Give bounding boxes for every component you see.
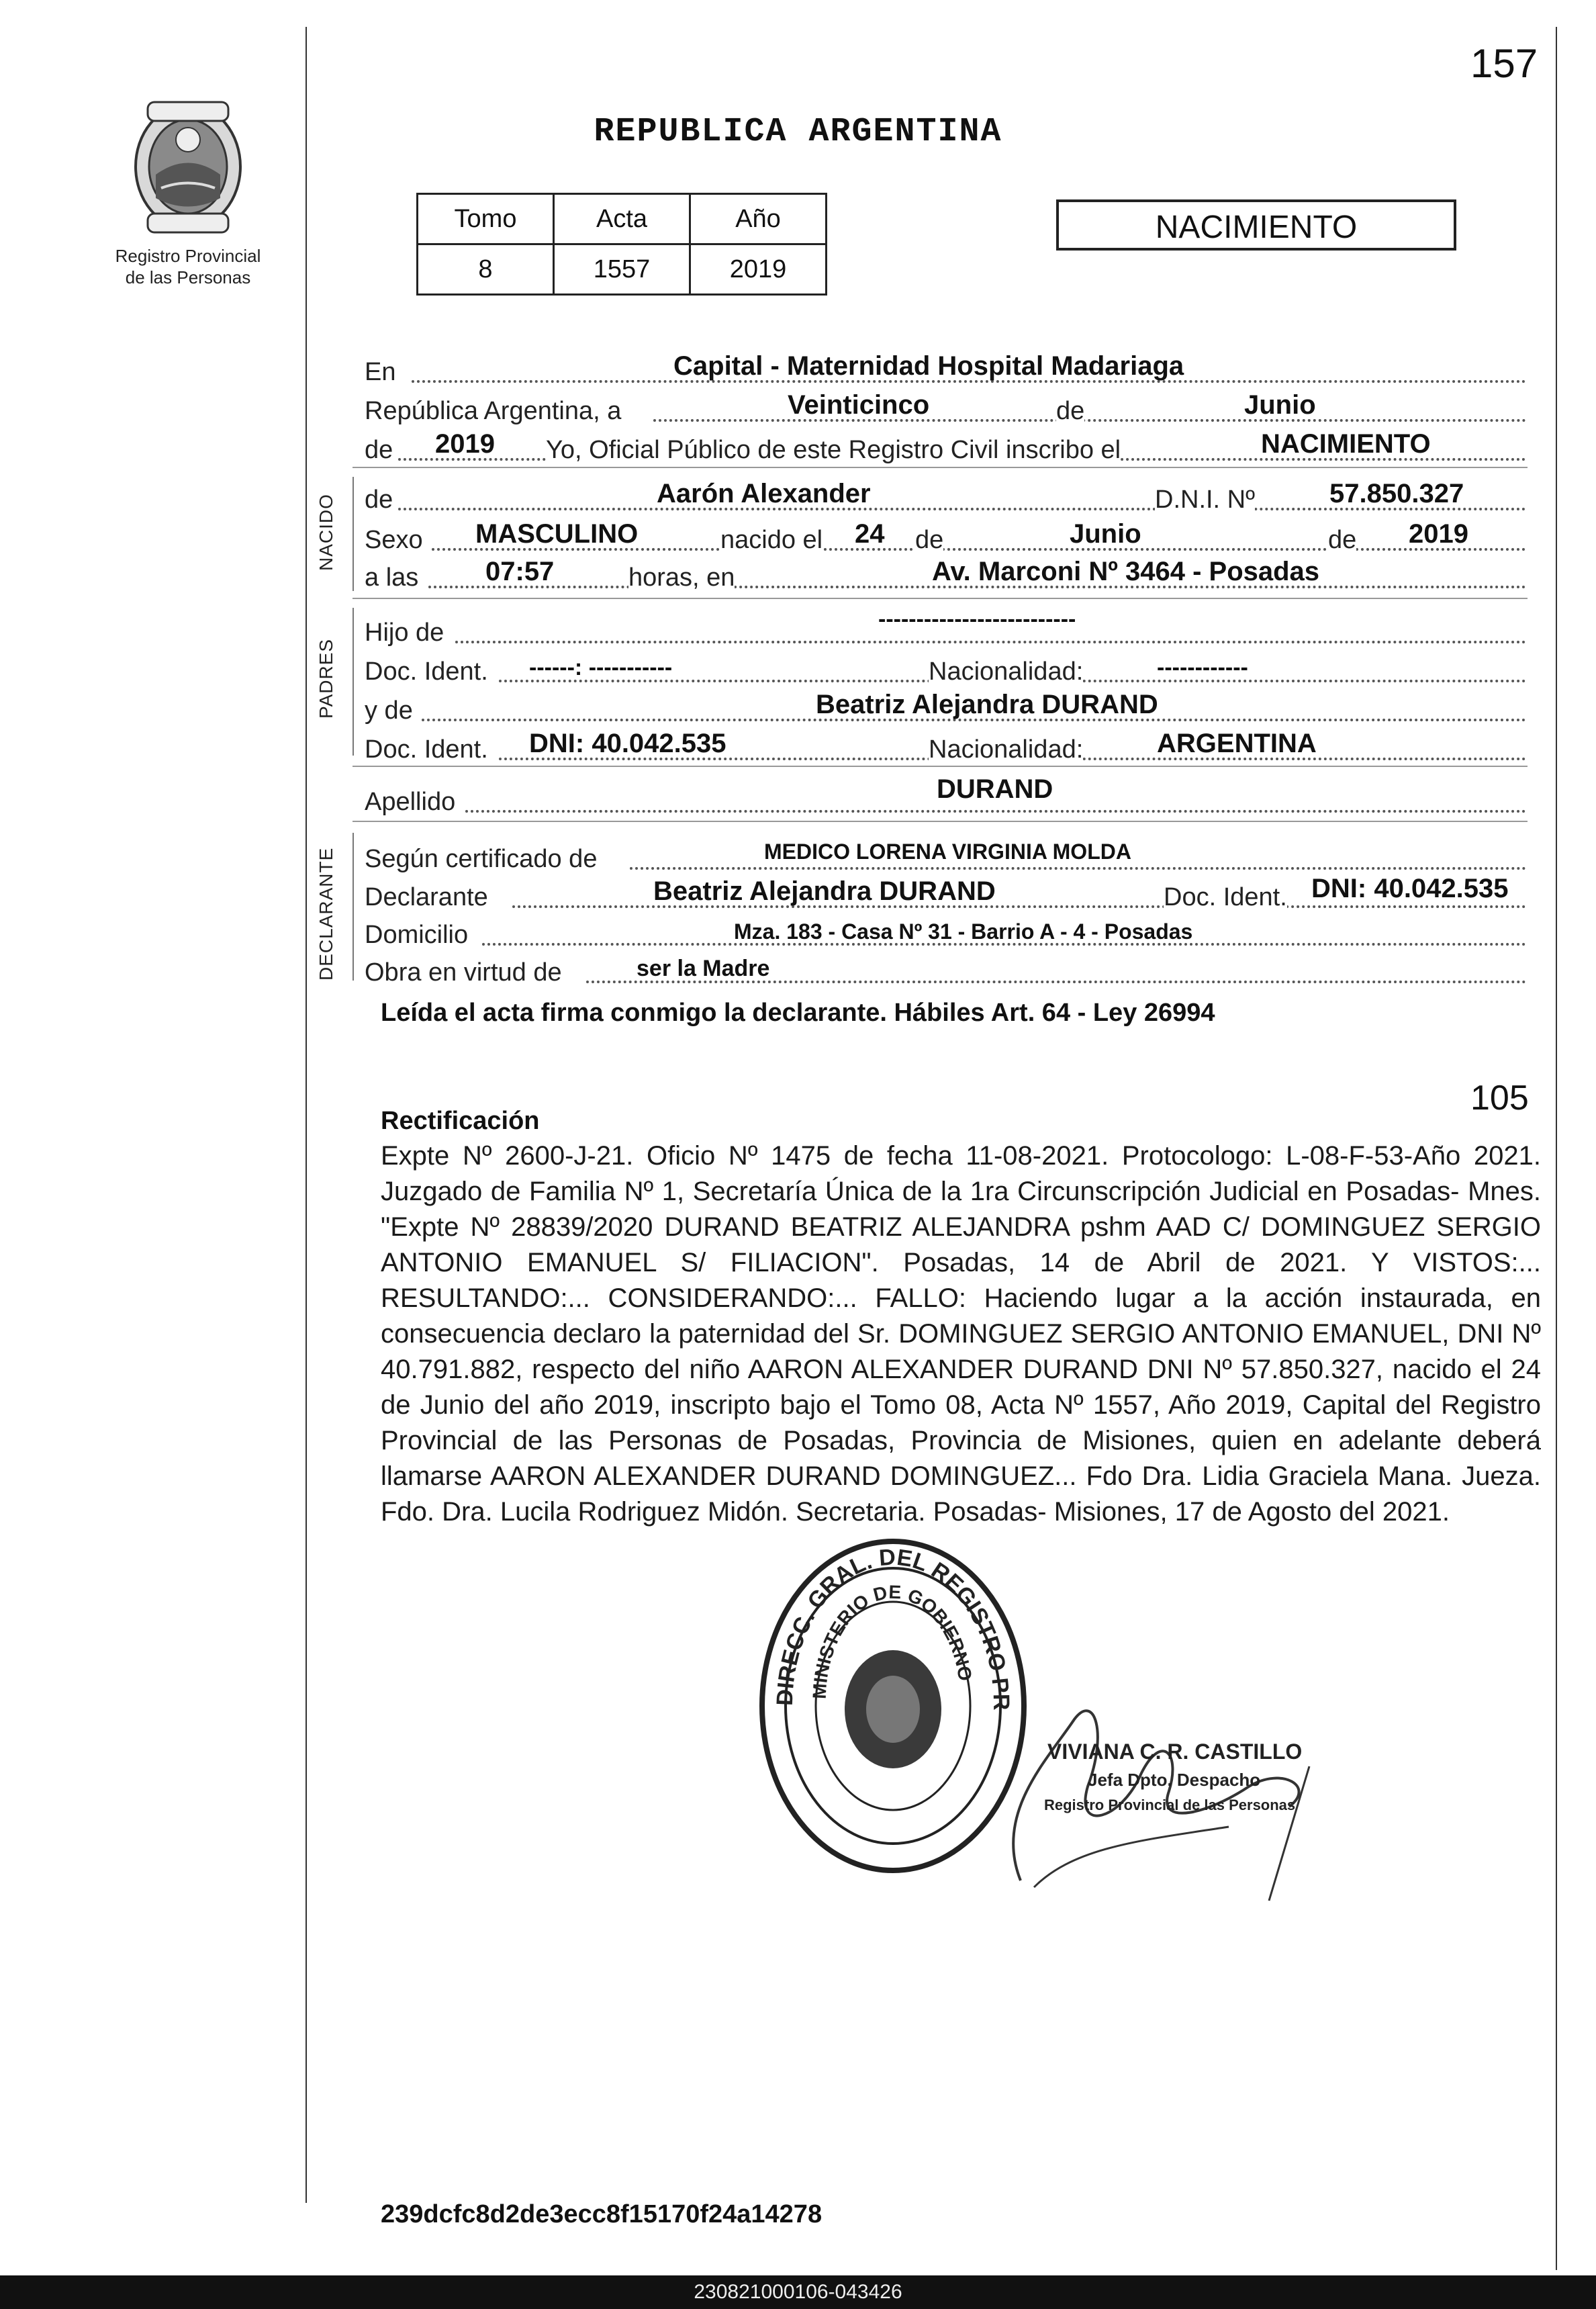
dotted-line bbox=[653, 419, 1526, 422]
value-obra-virtud: ser la Madre bbox=[637, 956, 770, 981]
value-padre-doc: ------: ----------- bbox=[529, 655, 673, 680]
signature-office: Registro Provincial de las Personas bbox=[1044, 1797, 1296, 1813]
value-mes: Junio bbox=[1244, 390, 1316, 420]
record-table bbox=[416, 193, 827, 296]
row-padre-doc bbox=[365, 649, 1526, 686]
record-type-box: NACIMIENTO bbox=[1056, 199, 1456, 251]
seal-caption-line2: de las Personas bbox=[125, 267, 251, 287]
label-segun-cert: Según certificado de bbox=[365, 845, 598, 873]
stamp-outer-text: DIRECC. GRAL. DEL REGISTRO PR bbox=[771, 1544, 1015, 1711]
country-title: REPUBLICA ARGENTINA bbox=[594, 113, 1002, 151]
label-de-4: de bbox=[915, 526, 944, 554]
value-acto: NACIMIENTO bbox=[1261, 429, 1431, 459]
label-hijo-de: Hijo de bbox=[365, 619, 444, 647]
record-table-header-row bbox=[418, 194, 827, 244]
value-dia-letras: Veinticinco bbox=[788, 390, 930, 420]
label-obra-virtud: Obra en virtud de bbox=[365, 958, 562, 987]
label-declarante: Declarante bbox=[365, 883, 488, 911]
dotted-line bbox=[465, 810, 1526, 813]
label-de-2: de bbox=[365, 436, 393, 464]
right-margin-line bbox=[1556, 27, 1557, 2270]
padres-bracket bbox=[353, 608, 354, 756]
row-certificado bbox=[365, 836, 1526, 874]
row-fecha bbox=[365, 388, 1526, 426]
row-sexo bbox=[365, 517, 1526, 555]
section-separator bbox=[353, 467, 1528, 468]
label-nacionalidad-2: Nacionalidad: bbox=[929, 735, 1084, 764]
section-separator bbox=[353, 821, 1528, 822]
value-lugar: Capital - Maternidad Hospital Madariaga bbox=[673, 351, 1184, 381]
row-domicilio bbox=[365, 912, 1526, 950]
value-dni: 57.850.327 bbox=[1329, 479, 1464, 508]
label-doc-ident-2: Doc. Ident. bbox=[365, 735, 488, 764]
value-madre-nac: ARGENTINA bbox=[1157, 729, 1317, 758]
side-label-declarante: DECLARANTE bbox=[316, 847, 336, 981]
label-y-de: y de bbox=[365, 696, 413, 725]
value-padre: -------------------------- bbox=[878, 606, 1076, 632]
signature-name: VIVIANA C. R. CASTILLO bbox=[1047, 1739, 1303, 1764]
label-doc-ident-3: Doc. Ident. bbox=[1164, 883, 1287, 911]
label-horas-en: horas, en bbox=[628, 563, 735, 592]
label-doc-ident-1: Doc. Ident. bbox=[365, 658, 488, 686]
legal-line: Leída el acta firma conmigo la declarante. Hábiles Art. 64 - Ley 26994 bbox=[381, 999, 1215, 1027]
value-nac-dia: 24 bbox=[855, 519, 885, 549]
section-separator bbox=[353, 598, 1528, 599]
value-certificado: MEDICO LORENA VIRGINIA MOLDA bbox=[764, 840, 1131, 864]
value-declarante: Beatriz Alejandra DURAND bbox=[653, 876, 996, 906]
row-declarante bbox=[365, 874, 1526, 912]
row-nombre bbox=[365, 477, 1526, 514]
value-domicilio-nac: Av. Marconi Nº 3464 - Posadas bbox=[932, 557, 1320, 586]
value-acta: 1557 bbox=[554, 244, 690, 295]
value-nac-mes: Junio bbox=[1070, 519, 1141, 549]
misiones-emblem-icon bbox=[121, 87, 255, 242]
label-a-las: a las bbox=[365, 563, 419, 592]
section-separator bbox=[353, 766, 1528, 767]
row-inscripcion bbox=[365, 427, 1526, 465]
label-de-3: de bbox=[365, 486, 393, 514]
label-republica: República Argentina, a bbox=[365, 397, 622, 425]
value-nombre: Aarón Alexander bbox=[657, 479, 871, 508]
value-madre-doc: DNI: 40.042.535 bbox=[529, 729, 726, 758]
value-madre: Beatriz Alejandra DURAND bbox=[816, 690, 1158, 719]
header-anio: Año bbox=[690, 194, 827, 244]
value-hora: 07:57 bbox=[485, 557, 555, 586]
signature-scribble-icon bbox=[967, 1679, 1343, 1907]
row-madre bbox=[365, 688, 1526, 725]
row-madre-doc bbox=[365, 727, 1526, 764]
value-sexo: MASCULINO bbox=[475, 519, 639, 549]
signature-role: Jefa Dpto. Despacho bbox=[1088, 1770, 1261, 1790]
folio-number: 105 bbox=[1470, 1079, 1529, 1118]
value-declarante-doc: DNI: 40.042.535 bbox=[1311, 874, 1509, 903]
value-anio: 2019 bbox=[690, 244, 827, 295]
footer-code: 230821000106-043426 bbox=[0, 2275, 1596, 2309]
declarante-bracket bbox=[353, 833, 354, 981]
value-anio: 2019 bbox=[435, 429, 495, 459]
value-apellido: DURAND bbox=[937, 774, 1053, 804]
value-tomo: 8 bbox=[418, 244, 554, 295]
dotted-line bbox=[630, 867, 1526, 870]
page-number: 157 bbox=[1470, 41, 1538, 86]
row-lugar bbox=[365, 349, 1526, 387]
label-de-5: de bbox=[1328, 526, 1357, 554]
rectificacion-body: Expte Nº 2600-J-21. Oficio Nº 1475 de fecha 11-08-2021. Protocologo: L-08-F-53-Año 2021. Juzgado de Familia Nº 1, Secretaría Única de la 1ra Circunscripción Judicial en Posadas- Mnes. "Expte Nº 28839/2020 DURAND BEATRIZ ALEJANDRA pshm AAD C/ DOMINGUEZ SERGIO ANTONIO EMANUEL S/ FILIACION". Posadas, 14 de Abril de 2021. Y VISTOS:... RESULTANDO:... CONSIDERANDO:... FALLO: Haciendo lugar a la acción instaurada, en consecuencia declaro la paternidad del Sr. DOMINGUEZ SERGIO ANTONIO EMANUEL, DNI Nº 40.791.882, respecto del niño AARON ALEXANDER DURAND DNI Nº 57.850.327, nacido el 24 de Junio del año 2019, inscripto bajo el Tomo 08, Acta Nº 1557, Año 2019, Capital del Registro Provincial de las Personas de Posadas, Provincia de Misiones, quien en adelante deberá llamarse AARON ALEXANDER DURAND DOMINGUEZ... Fdo Dra. Lidia Graciela Mana. Jueza. Fdo. Dra. Lucila Rodriguez Midón. Secretaria. Posadas- Misiones, 17 de Agosto del 2021. bbox=[381, 1141, 1541, 1527]
label-dni: D.N.I. Nº bbox=[1155, 486, 1255, 514]
document-hash: 239dcfc8d2de3ecc8f15170f24a14278 bbox=[381, 2200, 823, 2228]
label-apellido: Apellido bbox=[365, 788, 456, 816]
side-label-nacido: NACIDO bbox=[316, 494, 336, 571]
seal-caption-line1: Registro Provincial bbox=[115, 246, 261, 266]
label-de-1: de bbox=[1056, 397, 1085, 425]
record-table-value-row bbox=[418, 244, 827, 295]
row-apellido bbox=[365, 774, 1526, 817]
row-hora bbox=[365, 555, 1526, 592]
header-tomo: Tomo bbox=[418, 194, 554, 244]
header-acta: Acta bbox=[554, 194, 690, 244]
stamp-inner-text: MINISTERIO DE GOBIERNO bbox=[808, 1581, 976, 1700]
label-nacido-el: nacido el bbox=[720, 526, 823, 554]
side-label-padres: PADRES bbox=[316, 638, 336, 719]
row-hijo-de bbox=[365, 606, 1526, 647]
nacido-bracket bbox=[353, 477, 354, 591]
value-padre-nac: ------------ bbox=[1157, 655, 1248, 680]
rectificacion-title: Rectificación bbox=[381, 1107, 540, 1135]
value-nac-anio: 2019 bbox=[1409, 519, 1468, 549]
row-obra-virtud bbox=[365, 950, 1526, 987]
label-nacionalidad-1: Nacionalidad: bbox=[929, 658, 1084, 686]
label-yo-oficial: Yo, Oficial Público de este Registro Civil inscribo el bbox=[546, 436, 1121, 464]
label-en: En bbox=[365, 358, 396, 386]
label-sexo: Sexo bbox=[365, 526, 423, 554]
dotted-line bbox=[455, 641, 1526, 643]
label-domicilio: Domicilio bbox=[365, 921, 469, 949]
value-domicilio: Mza. 183 - Casa Nº 31 - Barrio A - 4 - Posadas bbox=[734, 919, 1193, 944]
left-margin-line bbox=[306, 27, 307, 2203]
